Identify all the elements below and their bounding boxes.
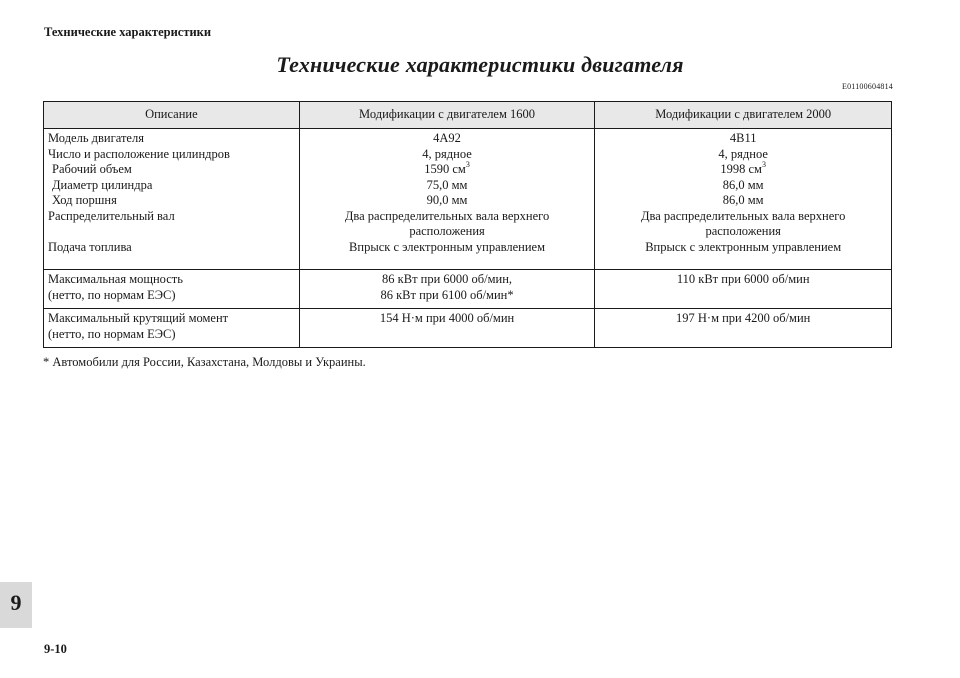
footnote: * Автомобили для России, Казахстана, Молдовы и Украины. xyxy=(43,355,366,369)
torque-label-cell xyxy=(44,309,300,348)
e2000-model: 4B11 xyxy=(729,131,757,145)
table-row-main-specs xyxy=(44,129,892,270)
table-row-max-power xyxy=(44,270,892,309)
e1600-stroke: 90,0 мм xyxy=(426,193,468,207)
power-label-cell xyxy=(44,270,300,309)
table-row-max-torque xyxy=(44,309,892,348)
e2000-stroke: 86,0 мм xyxy=(722,193,764,207)
label-fuel-supply: Подача топлива xyxy=(48,239,132,254)
e1600-power-line-2: 86 кВт при 6100 об/мин* xyxy=(380,287,514,302)
e1600-power-cell xyxy=(299,270,595,309)
e2000-bore: 86,0 мм xyxy=(722,177,764,192)
label-engine-model: Модель двигателя xyxy=(48,131,144,145)
header-description: Описание xyxy=(44,102,300,129)
engine-1600-specs-cell xyxy=(299,129,595,270)
header-engine-2000: Модификации с двигателем 2000 xyxy=(595,102,892,129)
header-engine-1600: Модификации с двигателем 1600 xyxy=(299,102,595,129)
page-title: Технические характеристики двигателя xyxy=(276,52,684,77)
e1600-model: 4A92 xyxy=(433,131,461,145)
e1600-cylinders: 4, рядное xyxy=(422,146,472,161)
e2000-torque-cell: 197 Н·м при 4200 об/мин xyxy=(595,309,892,348)
e1600-camshaft-line-2: расположения xyxy=(409,224,485,238)
e1600-fuel-supply: Впрыск с электронным управлением xyxy=(349,239,546,254)
e2000-camshaft-line-1: Два распределительных вала верхнего xyxy=(641,208,846,223)
e2000-cylinders: 4, рядное xyxy=(718,146,768,161)
main-labels-cell xyxy=(44,129,300,270)
e1600-displacement: 1590 $см^3$ xyxy=(424,160,470,176)
chapter-tab-number: 9 xyxy=(10,590,22,615)
e2000-power-cell: 110 кВт при 6000 об/мин xyxy=(595,270,892,309)
label-stroke: Ход поршня xyxy=(52,193,117,207)
label-max-power-note: (нетто, по нормам ЕЭС) xyxy=(48,287,176,302)
e1600-torque-cell: 154 Н·м при 4000 об/мин xyxy=(299,309,595,348)
label-camshaft: Распределительный вал xyxy=(48,208,175,223)
engine-2000-specs-cell xyxy=(595,129,892,270)
label-cylinders: Число и расположение цилиндров xyxy=(48,146,230,161)
label-max-power: Максимальная мощность xyxy=(48,272,183,286)
e1600-camshaft-line-1: Два распределительных вала верхнего xyxy=(344,208,550,223)
label-max-torque: Максимальный крутящий момент xyxy=(48,311,229,325)
e2000-displacement: 1998 $см^3$ xyxy=(720,160,766,176)
engine-spec-table xyxy=(43,101,892,348)
e2000-camshaft-line-2: расположения xyxy=(705,224,781,238)
e1600-power-line-1: 86 кВт при 6000 об/мин, xyxy=(382,272,513,286)
running-head: Технические характеристики xyxy=(44,25,212,39)
label-displacement: Рабочий объем xyxy=(52,162,132,176)
label-bore: Диаметр цилиндра xyxy=(52,177,153,192)
e2000-fuel-supply: Впрыск с электронным управлением xyxy=(645,239,842,254)
document-code: E01100604814 xyxy=(842,82,893,91)
label-max-torque-note: (нетто, по нормам ЕЭС) xyxy=(48,326,176,341)
table-header-row xyxy=(44,102,892,129)
chapter-tab xyxy=(0,582,32,628)
e1600-bore: 75,0 мм xyxy=(426,177,468,192)
page-number: 9-10 xyxy=(44,642,67,656)
